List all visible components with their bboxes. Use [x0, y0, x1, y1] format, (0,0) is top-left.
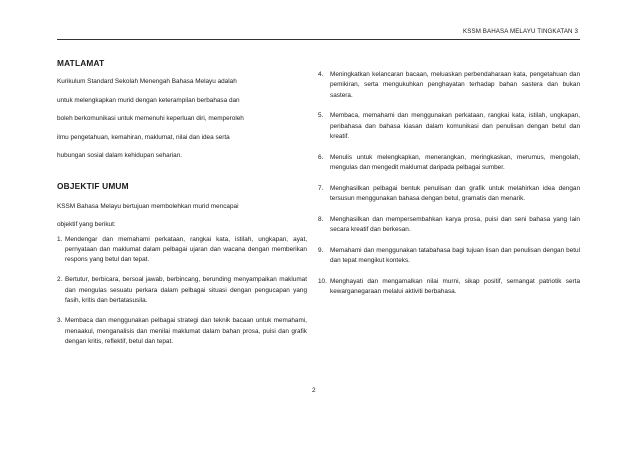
item-number: 7.: [318, 184, 324, 192]
matlamat-line: Kurikulum Standard Sekolah Menengah Bahasa Melayu adalah: [57, 78, 237, 85]
list-item: [318, 153, 580, 174]
matlamat-paragraph: [57, 73, 307, 166]
header-rule: [57, 39, 580, 40]
item-number: 6.: [318, 153, 324, 161]
running-header: KSSM BAHASA MELAYU TINGKATAN 3: [463, 28, 578, 35]
item-number: 10.: [318, 277, 327, 285]
item-number: 8.: [318, 215, 324, 223]
list-item: [318, 277, 580, 298]
matlamat-heading: MATLAMAT: [57, 58, 105, 68]
item-text: Meningkatkan kelancaran bacaan, meluaskan perbendaharaan kata, pengetahuan dan pemikiran, serta mengukuhkan penghayatan terhadap bahan sastera dan bukan sastera.: [330, 71, 580, 99]
list-item: [318, 246, 580, 267]
item-number: 2.: [57, 276, 63, 284]
list-item: [318, 215, 580, 236]
list-item: [57, 275, 307, 306]
objektif-intro: [57, 198, 307, 235]
item-number: 1.: [57, 235, 63, 243]
left-column: [57, 58, 307, 357]
item-text: Menghasilkan dan mempersembahkan karya prosa, puisi dan seni bahasa yang lain secara kreatif dan berkesan.: [330, 215, 580, 234]
matlamat-line: hubungan sosial dalam kehidupan seharian.: [57, 152, 183, 159]
objektif-intro-line: KSSM Bahasa Melayu bertujuan membolehkan murid mencapai: [57, 202, 239, 210]
item-number: 4.: [318, 71, 324, 78]
item-number: 5.: [318, 112, 324, 120]
matlamat-line: ilmu pengetahuan, kemahiran, maklumat, nilai dan idea serta: [57, 133, 230, 141]
item-text: Menghasilkan pelbagai bentuk penulisan dan grafik untuk melahirkan idea dengan tersusun menggunakan bahasa dengan betul, gramatis dan menarik.: [330, 184, 580, 203]
list-item: [318, 111, 580, 142]
list-item: [318, 184, 580, 205]
item-number: 9.: [318, 246, 324, 254]
page-number: 2: [312, 387, 316, 394]
list-item: [318, 70, 580, 101]
item-number: 3.: [57, 317, 63, 325]
matlamat-line: untuk melengkapkan murid dengan keterampilan berbahasa dan: [57, 96, 240, 104]
item-text: Membaca dan menggunakan pelbagai strategi dan teknik bacaan untuk memahami, menaakul, menganalisis dan menilai maklumat dalam bahan prosa, puisi dan grafik dengan kritis, reflektif, betul dan tepat.: [65, 317, 307, 345]
objektif-heading: OBJEKTIF UMUM: [57, 180, 129, 191]
objektif-intro-line: objektif yang berikut:: [57, 221, 116, 228]
matlamat-line: boleh berkomunikasi untuk memenuhi keperluan diri, memperoleh: [57, 115, 244, 122]
item-text: Menghayati dan mengamalkan nilai murni, sikap positif, semangat patriotik serta kewarganegaraan melalui aktiviti berbahasa.: [330, 277, 580, 296]
item-text: Mendengar dan memahami perkataan, rangkai kata, istilah, ungkapan, ayat, pernyataan dan maklumat dalam pelbagai ujaran dan wacana dengan memberikan respons yang betul dan tepat.: [65, 235, 307, 264]
list-item: [57, 316, 307, 347]
right-column: [318, 70, 580, 308]
item-text: Memahami dan menggunakan tatabahasa bagi tujuan lisan dan penulisan dengan betul dan tepat mengikut konteks.: [330, 246, 580, 265]
item-text: Membaca, memahami dan menggunakan perkataan, rangkai kata, istilah, ungkapan, peribahasa dan bahasa kiasan dalam komunikasi dan penulisan dengan betul dan kreatif.: [330, 112, 580, 141]
item-text: Bertutur, berbicara, bersoal jawab, berbincang, berunding menyampaikan maklumat dan mengulas sesuatu perkara dalam pelbagai situasi dengan pengucapan yang fasih, kritis dan bertatasusila.: [65, 276, 307, 305]
objective-list-left: [57, 235, 307, 348]
objective-list-right: [318, 70, 580, 298]
item-text: Menulis untuk melengkapkan, menerangkan, meringkaskan, merumus, mengolah, mengulas dan mengedit maklumat daripada pelbagai sumber.: [330, 153, 580, 172]
list-item: [57, 235, 307, 266]
